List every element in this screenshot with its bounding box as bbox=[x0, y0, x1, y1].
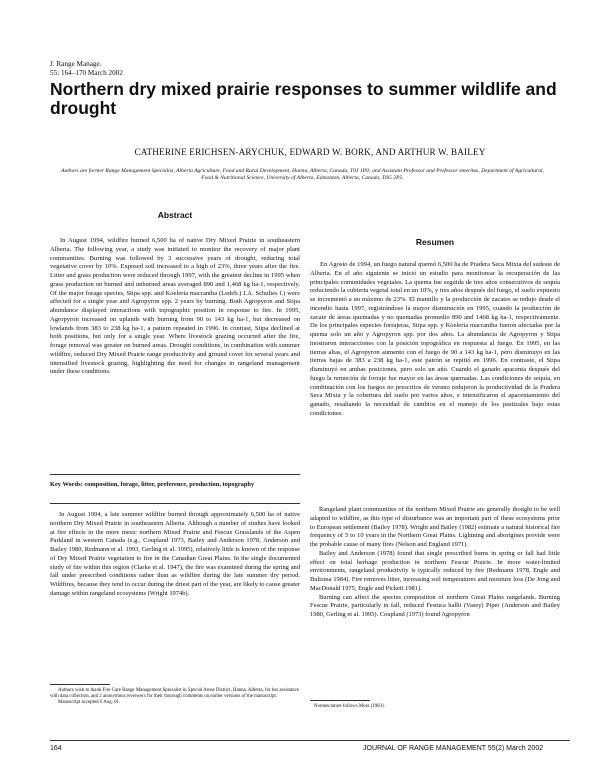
journal-name: J. Range Manage. bbox=[50, 60, 102, 68]
body-paragraph: Bailey and Anderson (1978) found that single prescribed burns in spring or fall had little effect on total herbage production in northern Fescue Prairie. In more water-limited environments, rangeland productivity is typically reduced by fire (Redmann 1978, Engle and Bultsma 1984). Fire removes litter, increasing soil temperatures and moisture loss (De Jong and MacDonald 1975, Engle and Pickett 1981). bbox=[310, 549, 560, 592]
body-right-column bbox=[310, 506, 560, 620]
resumen-heading: Resumen bbox=[415, 237, 455, 247]
abstract-heading: Abstract bbox=[157, 210, 193, 220]
abstract-text: In August 1994, wildfire burned 6,500 ha of native Dry Mixed Prairie in southeastern Alberta. The following year, a study was initiated to monitor the recovery of major plant communities. Burning was followed by 3 successive years of drought, reducing total vegetative cover by 10%. Exposed soil increased to a high of 23%, three years after the fire. Litter and grass production were reduced through 1997, with the greatest decline in 1995 when grass production on burned and unburned areas averaged 890 and 1,468 kg ha-1, respectively. Of the major forage species, Stipa spp. and Koeleria macrantha (Ledeb.) J.A. Schultes f.) were affected for a single year and Agropyron spp. 2 years by burning. Both Agropyron and Stipa abundance displayed interactions with topographic position in response to fire. In 1995, Agropyron increased on uplands with burning from 90 to 143 kg ha-1, but decreased on lowlands from 383 to 238 kg ha-1, a pattern repeated in 1996. In contrast, Stipa declined at both positions, but only for a single year. Where livestock grazing occurred after the fire, forage removal was greater on burned areas. Drought conditions, in combination with summer wildfire, reduced Dry Mixed Prairie range productivity and ground cover for several years and intensified livestock grazing, highlighting the need for changes in rangeland management under these conditions. bbox=[50, 237, 300, 376]
right-footnote-divider bbox=[310, 700, 370, 701]
keywords-divider-bottom bbox=[50, 503, 300, 504]
body-paragraph: Rangeland plant communities of the northern Mixed Prairie are generally thought to be well adapted to wildfire, as this type of disturbance was an important part of these ecosystems prior to European settlement (Bailey 1978). Wright and Bailey (1982) estimate a natural historical fire frequency of 5 to 10 years in the Northern Great Plains. Lightning and aborigines provide were the probable cause of many fires (Nelson and England 1971). bbox=[310, 506, 560, 548]
manuscript-accepted-footnote: Manuscript accepted 6 Aug. 01. bbox=[58, 700, 121, 706]
footnotes-left bbox=[50, 688, 300, 707]
journal-citation bbox=[50, 60, 123, 77]
page-number: 164 bbox=[50, 745, 62, 752]
body-left-column bbox=[50, 511, 300, 599]
keywords-label: Key Words: bbox=[50, 481, 83, 488]
acknowledgement-footnote: Authors wish to thank Fire Care Range Management Specialist in Special Areas District, Hanna, Alberta, for her assistance with data collection, and 2 anonymous reviewers for their thorough comments on earlier versions of the manuscript. bbox=[50, 688, 299, 700]
footer-journal: JOURNAL OF RANGE MANAGEMENT 55(2) March 2002 bbox=[363, 745, 544, 752]
footnote-divider bbox=[50, 684, 110, 685]
keywords bbox=[50, 481, 300, 490]
author-affiliation: Authors are former Range Management Specialist, Alberta Agriculture, Food and Rural Development, Hanna, Alberta, Canada, T0J 1P0; and Assistant Professor and Professor emeritus, Department of Agricultural, Food & Nutritional Science, University of Alberta, Edmonton, Alberta, Canada, T6G 2P5. bbox=[61, 168, 544, 182]
paper-title: Northern dry mixed prairie responses to summer wildlife and drought bbox=[50, 79, 557, 118]
body-paragraph: In August 1994, a late summer wildfire burned through approximately 6,500 ha of native northern Dry Mixed Prairie in southeastern Alberta. Although a number of studies have looked at fire effects in the more mesic northern Mixed Prairie and Fescue Grasslands of the Aspen Parkland in western Canada (e.g., Coupland 1973, Bailey and Anderson 1978, Anderson and Bailey 1980, Redmann et al. 1993, Gerling et al. 1995), relatively little is known of the response of Dry Mixed Prairie vegetation to fire in the Canadian Great Plains. In the single documented study of fire within this region (Clarke et al. 1947), the fire was examined during the spring and fall under prescribed conditions rather than as wildfire during the late summer dry period. Wildfires, because they tend to occur during the driest part of the year, are likely to cause greater damage within rangeland ecosystems (Wright 1974b). bbox=[50, 511, 300, 597]
footer-rule bbox=[50, 740, 570, 741]
nomenclature-footnote: Nomenclature follows Moss (1983). bbox=[314, 704, 385, 709]
resumen-text: En Agosto de 1994, un fuego natural quemó 6,500 ha de Pradera Seca Mixta del sudeste de Alberta. En el año siguiente se inició un estudio para monitorear la recuperación de las principales comunidades vegetales. La quema fue seguida de tres años consecutivos de sequía reduciendo la cubierta vegetal total en un 10%, y tres años después del fuego, el suelo expuesto se incrementó a un máximo de 23%. El mantillo y la producción de zacates se redujo desde el incendio hasta 1997, registrándose la mayor disminución en 1995, cuando la producción de zacate de áreas quemadas y no quemadas promedio 890 and 1468 kg ha-1, respectivamente. De los principales especies forrajeras, Stipa spp. y Koeleria macrantha fueron afectadas por la quema solo un año y Agropyron spp. por dos años. La abundancia de Agropyron y Stipa mostraron interacciones con la posición topográfica en respuesta al fuego. En 1995, en las tierras altas, el Agropyron aumento con el fuego de 90 a 143 kg ha-1, pero disminuyo en las tierras bajas de 383 a 238 kg ha-1, este patrón se repitió en 1996. En contraste, el Stipa disminuyó en ambas posiciones, pero solo un año. Cuando el ganado apacenta después del fuego la remoción de forraje fue mayor en las áreas quemadas. Las condiciones de sequía, en combinación con los fuegos no prescritos de verano redujeron la productividad de la Pradera Seca Mixta y la cobertura del suelo por varios años, e intensificaron el apacentamiento del ganado, resaltando la necesidad de cambios en el manejo de los pastizales bajo estas condiciones. bbox=[310, 261, 560, 417]
keywords-text: composition, forage, litter, preference, production, topography bbox=[84, 481, 255, 488]
resumen-section bbox=[310, 237, 560, 419]
keywords-divider-top bbox=[50, 474, 300, 475]
author-list: CATHERINE ERICHSEN-ARYCHUK, EDWARD W. BORK, AND ARTHUR W. BAILEY bbox=[134, 147, 486, 157]
journal-volume: 55: 164–170 March 2002 bbox=[50, 68, 123, 77]
abstract-section bbox=[50, 210, 300, 377]
body-paragraph: Burning can affect the species composition of northern Great Plains rangelands. Burning Fescue Prairie, particularly in fall, reduced Festuca hallii (Vasey) Piper (Anderson and Bailey 1980, Gerling et al. 1995). Coupland (1973) found Agropyron bbox=[310, 593, 560, 618]
